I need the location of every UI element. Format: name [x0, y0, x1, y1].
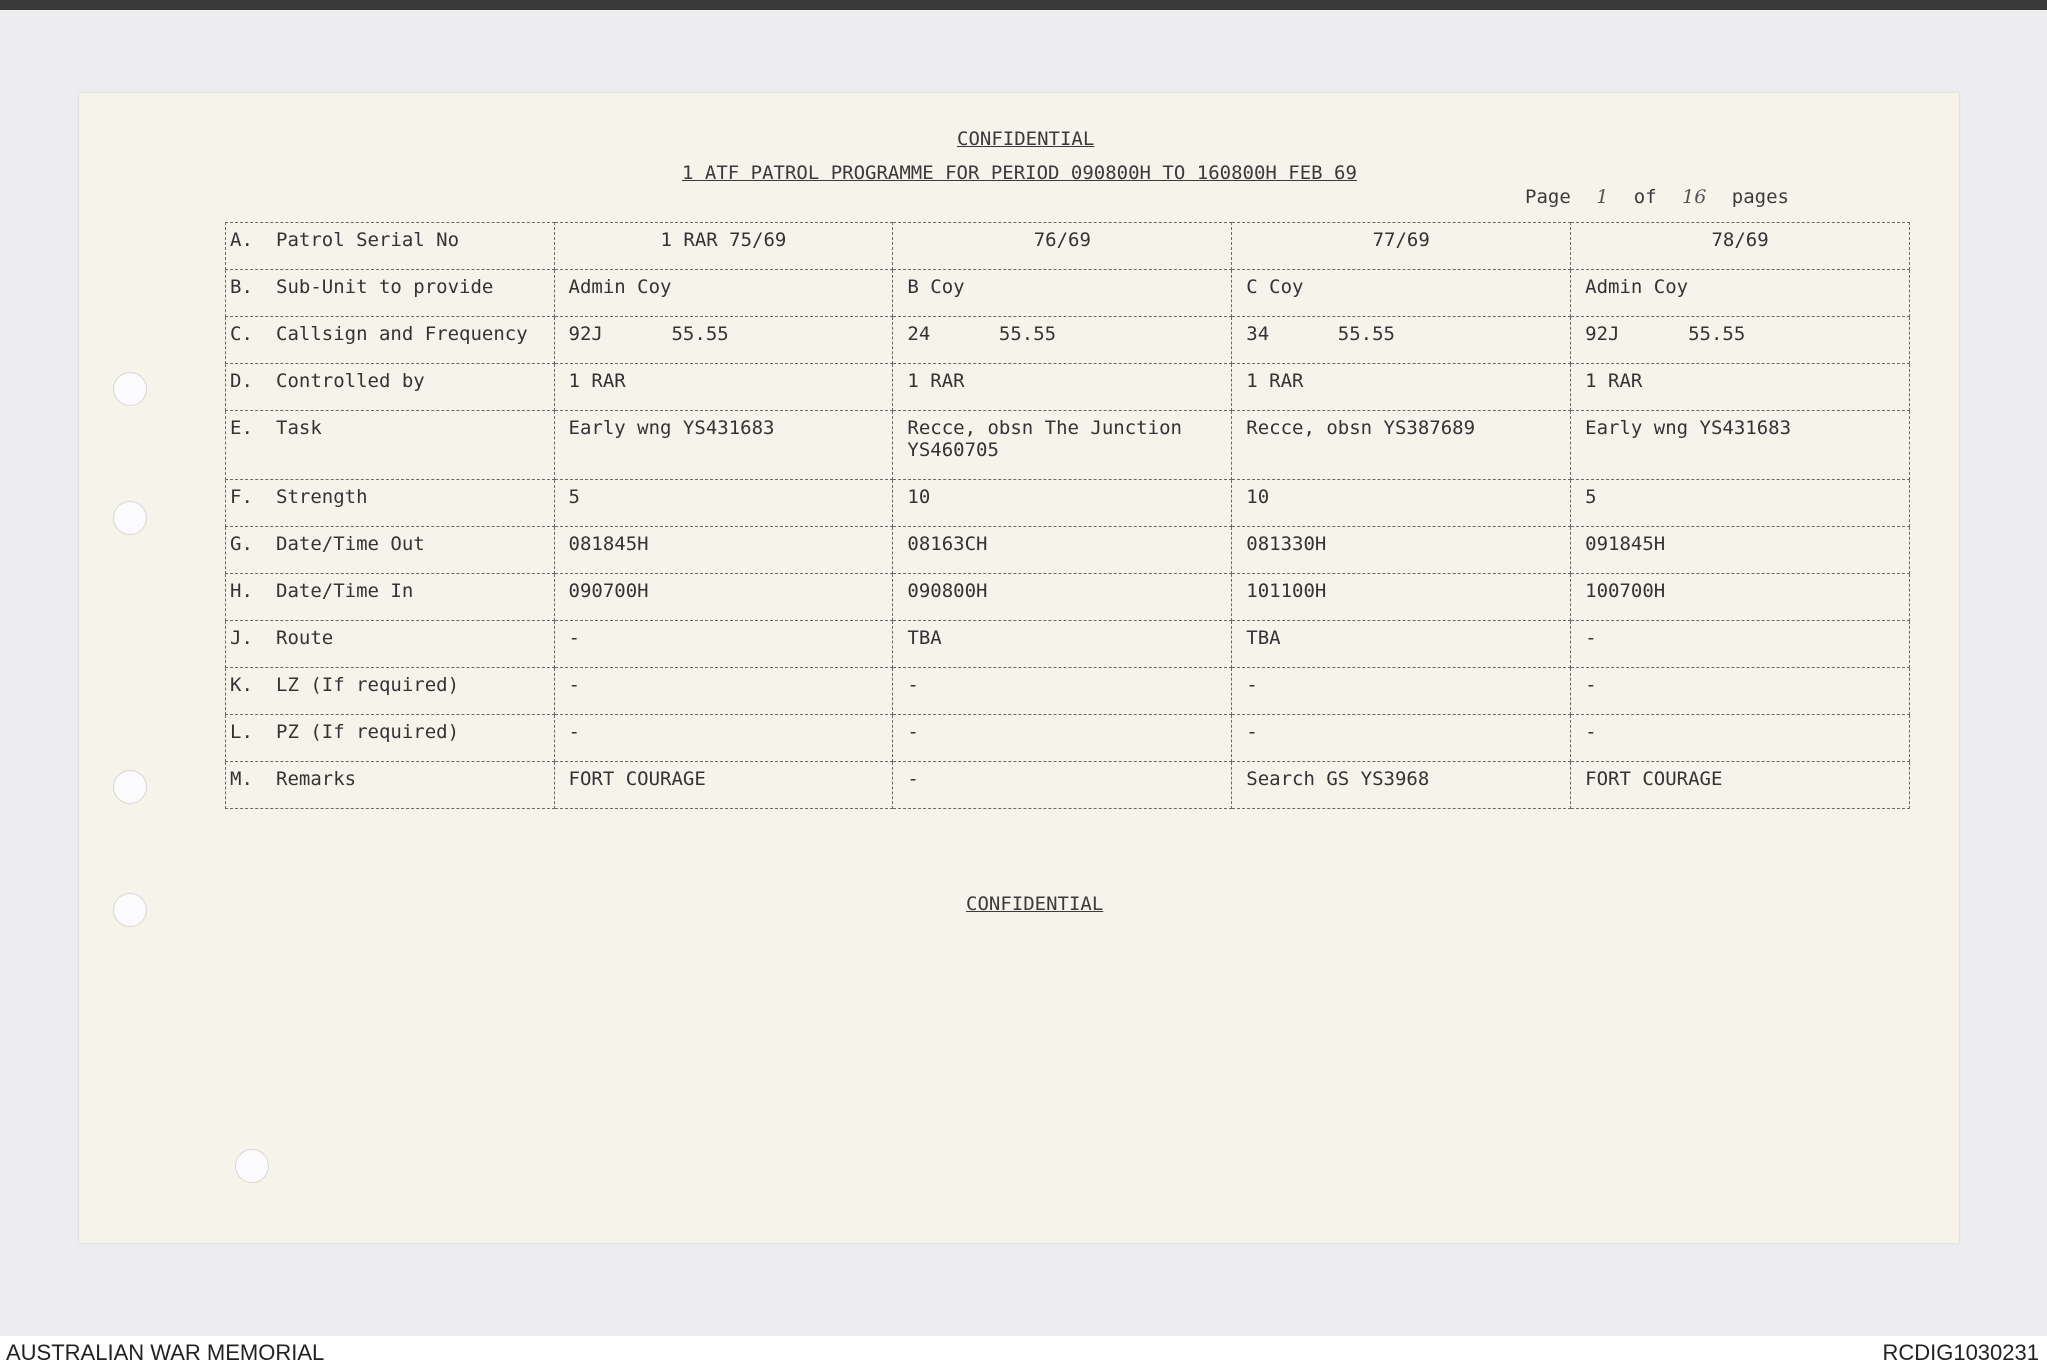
row-key: D. — [230, 370, 253, 392]
row-key: M. — [230, 768, 253, 790]
row-label — [226, 411, 555, 480]
table-cell: 101100H — [1232, 574, 1571, 621]
row-label — [226, 223, 555, 270]
table-row — [226, 527, 1910, 574]
table-cell: 1 RAR — [554, 364, 893, 411]
table-cell: TBA — [893, 621, 1232, 668]
page-of: of — [1633, 186, 1657, 208]
table-cell: - — [1571, 715, 1910, 762]
row-key: E. — [230, 417, 253, 439]
table-cell: Search GS YS3968 — [1232, 762, 1571, 809]
table-row — [226, 364, 1910, 411]
table-cell: Admin Coy — [554, 270, 893, 317]
footer-institution: AUSTRALIAN WAR MEMORIAL — [6, 1340, 325, 1365]
table-cell: 76/69 — [893, 223, 1232, 270]
table-cell: 081845H — [554, 527, 893, 574]
row-label — [226, 762, 555, 809]
scan-top-edge — [0, 0, 2047, 10]
table-row — [226, 762, 1910, 809]
row-label-text: Sub-Unit to provide — [276, 276, 494, 298]
table-cell: 08163CH — [893, 527, 1232, 574]
table-row — [226, 270, 1910, 317]
row-label — [226, 270, 555, 317]
row-label-text: Date/Time Out — [276, 533, 425, 555]
punch-hole — [113, 372, 147, 406]
archive-footer — [0, 1336, 2047, 1371]
page-suffix: pages — [1731, 186, 1789, 208]
table-cell: 78/69 — [1571, 223, 1910, 270]
table-cell: - — [1571, 668, 1910, 715]
row-key: F. — [230, 486, 253, 508]
row-label — [226, 480, 555, 527]
table-cell: - — [554, 668, 893, 715]
footer-record-id: RCDIG1030231 — [1882, 1340, 2039, 1365]
row-key: A. — [230, 229, 253, 251]
table-cell: FORT COURAGE — [1571, 762, 1910, 809]
table-cell: 100700H — [1571, 574, 1910, 621]
table-cell: 92J 55.55 — [554, 317, 893, 364]
page-prefix: Page — [1525, 186, 1571, 208]
row-label-text: Remarks — [276, 768, 357, 790]
table-cell: 34 55.55 — [1232, 317, 1571, 364]
table-cell: - — [1232, 715, 1571, 762]
row-label-text: PZ (If required) — [276, 721, 460, 743]
table-cell: 081330H — [1232, 527, 1571, 574]
row-key: G. — [230, 533, 253, 555]
row-key: J. — [230, 627, 253, 649]
row-label — [226, 574, 555, 621]
table-row — [226, 574, 1910, 621]
row-label — [226, 621, 555, 668]
table-cell: - — [893, 715, 1232, 762]
table-row — [226, 715, 1910, 762]
punch-hole — [113, 893, 147, 927]
table-cell: 1 RAR 75/69 — [554, 223, 893, 270]
document-title: 1 ATF PATROL PROGRAMME FOR PERIOD 090800H TO 160800H FEB 69 — [682, 162, 1357, 184]
classification-bottom: CONFIDENTIAL — [966, 893, 1104, 915]
table-cell: - — [893, 762, 1232, 809]
row-label-text: Strength — [276, 486, 368, 508]
table-cell: Admin Coy — [1571, 270, 1910, 317]
table-cell: Early wng YS431683 — [554, 411, 893, 480]
table-cell: - — [1571, 621, 1910, 668]
table-cell: 090800H — [893, 574, 1232, 621]
table-cell: 5 — [1571, 480, 1910, 527]
patrol-programme-table — [225, 222, 1910, 809]
table-cell: 10 — [893, 480, 1232, 527]
table-cell: C Coy — [1232, 270, 1571, 317]
table-cell: TBA — [1232, 621, 1571, 668]
table-cell: Recce, obsn YS387689 — [1232, 411, 1571, 480]
row-label — [226, 527, 555, 574]
table-cell: Recce, obsn The Junction YS460705 — [893, 411, 1232, 480]
table-cell: 24 55.55 — [893, 317, 1232, 364]
page-number: 1 — [1596, 186, 1609, 208]
punch-hole — [113, 770, 147, 804]
table-cell: 1 RAR — [1571, 364, 1910, 411]
row-key: B. — [230, 276, 253, 298]
row-label-text: Callsign and Frequency — [276, 323, 528, 345]
table-cell: - — [554, 621, 893, 668]
row-key: H. — [230, 580, 253, 602]
row-label-text: Route — [276, 627, 334, 649]
row-label-text: Task — [276, 417, 322, 439]
table-cell: - — [1232, 668, 1571, 715]
table-row — [226, 317, 1910, 364]
table-cell: Early wng YS431683 — [1571, 411, 1910, 480]
page-total: 16 — [1682, 186, 1707, 208]
table-row — [226, 223, 1910, 270]
punch-hole — [113, 501, 147, 535]
row-label-text: Controlled by — [276, 370, 425, 392]
classification-top: CONFIDENTIAL — [957, 128, 1095, 150]
row-key: L. — [230, 721, 253, 743]
table-cell: - — [554, 715, 893, 762]
table-row — [226, 480, 1910, 527]
row-label — [226, 364, 555, 411]
punch-hole — [235, 1149, 269, 1183]
table-cell: B Coy — [893, 270, 1232, 317]
row-label-text: Date/Time In — [276, 580, 414, 602]
table-cell: 090700H — [554, 574, 893, 621]
row-label — [226, 668, 555, 715]
table-cell: 92J 55.55 — [1571, 317, 1910, 364]
table-row — [226, 411, 1910, 480]
page-reference — [1525, 186, 1789, 208]
table-cell: 1 RAR — [893, 364, 1232, 411]
table-cell: 091845H — [1571, 527, 1910, 574]
table-row — [226, 668, 1910, 715]
row-label-text: LZ (If required) — [276, 674, 460, 696]
row-label-text: Patrol Serial No — [276, 229, 460, 251]
table-row — [226, 621, 1910, 668]
row-label — [226, 317, 555, 364]
table-cell: - — [893, 668, 1232, 715]
table-cell: 1 RAR — [1232, 364, 1571, 411]
row-key: C. — [230, 323, 253, 345]
table-cell: 5 — [554, 480, 893, 527]
row-label — [226, 715, 555, 762]
table-cell: FORT COURAGE — [554, 762, 893, 809]
table-cell: 77/69 — [1232, 223, 1571, 270]
row-key: K. — [230, 674, 253, 696]
table-cell: 10 — [1232, 480, 1571, 527]
